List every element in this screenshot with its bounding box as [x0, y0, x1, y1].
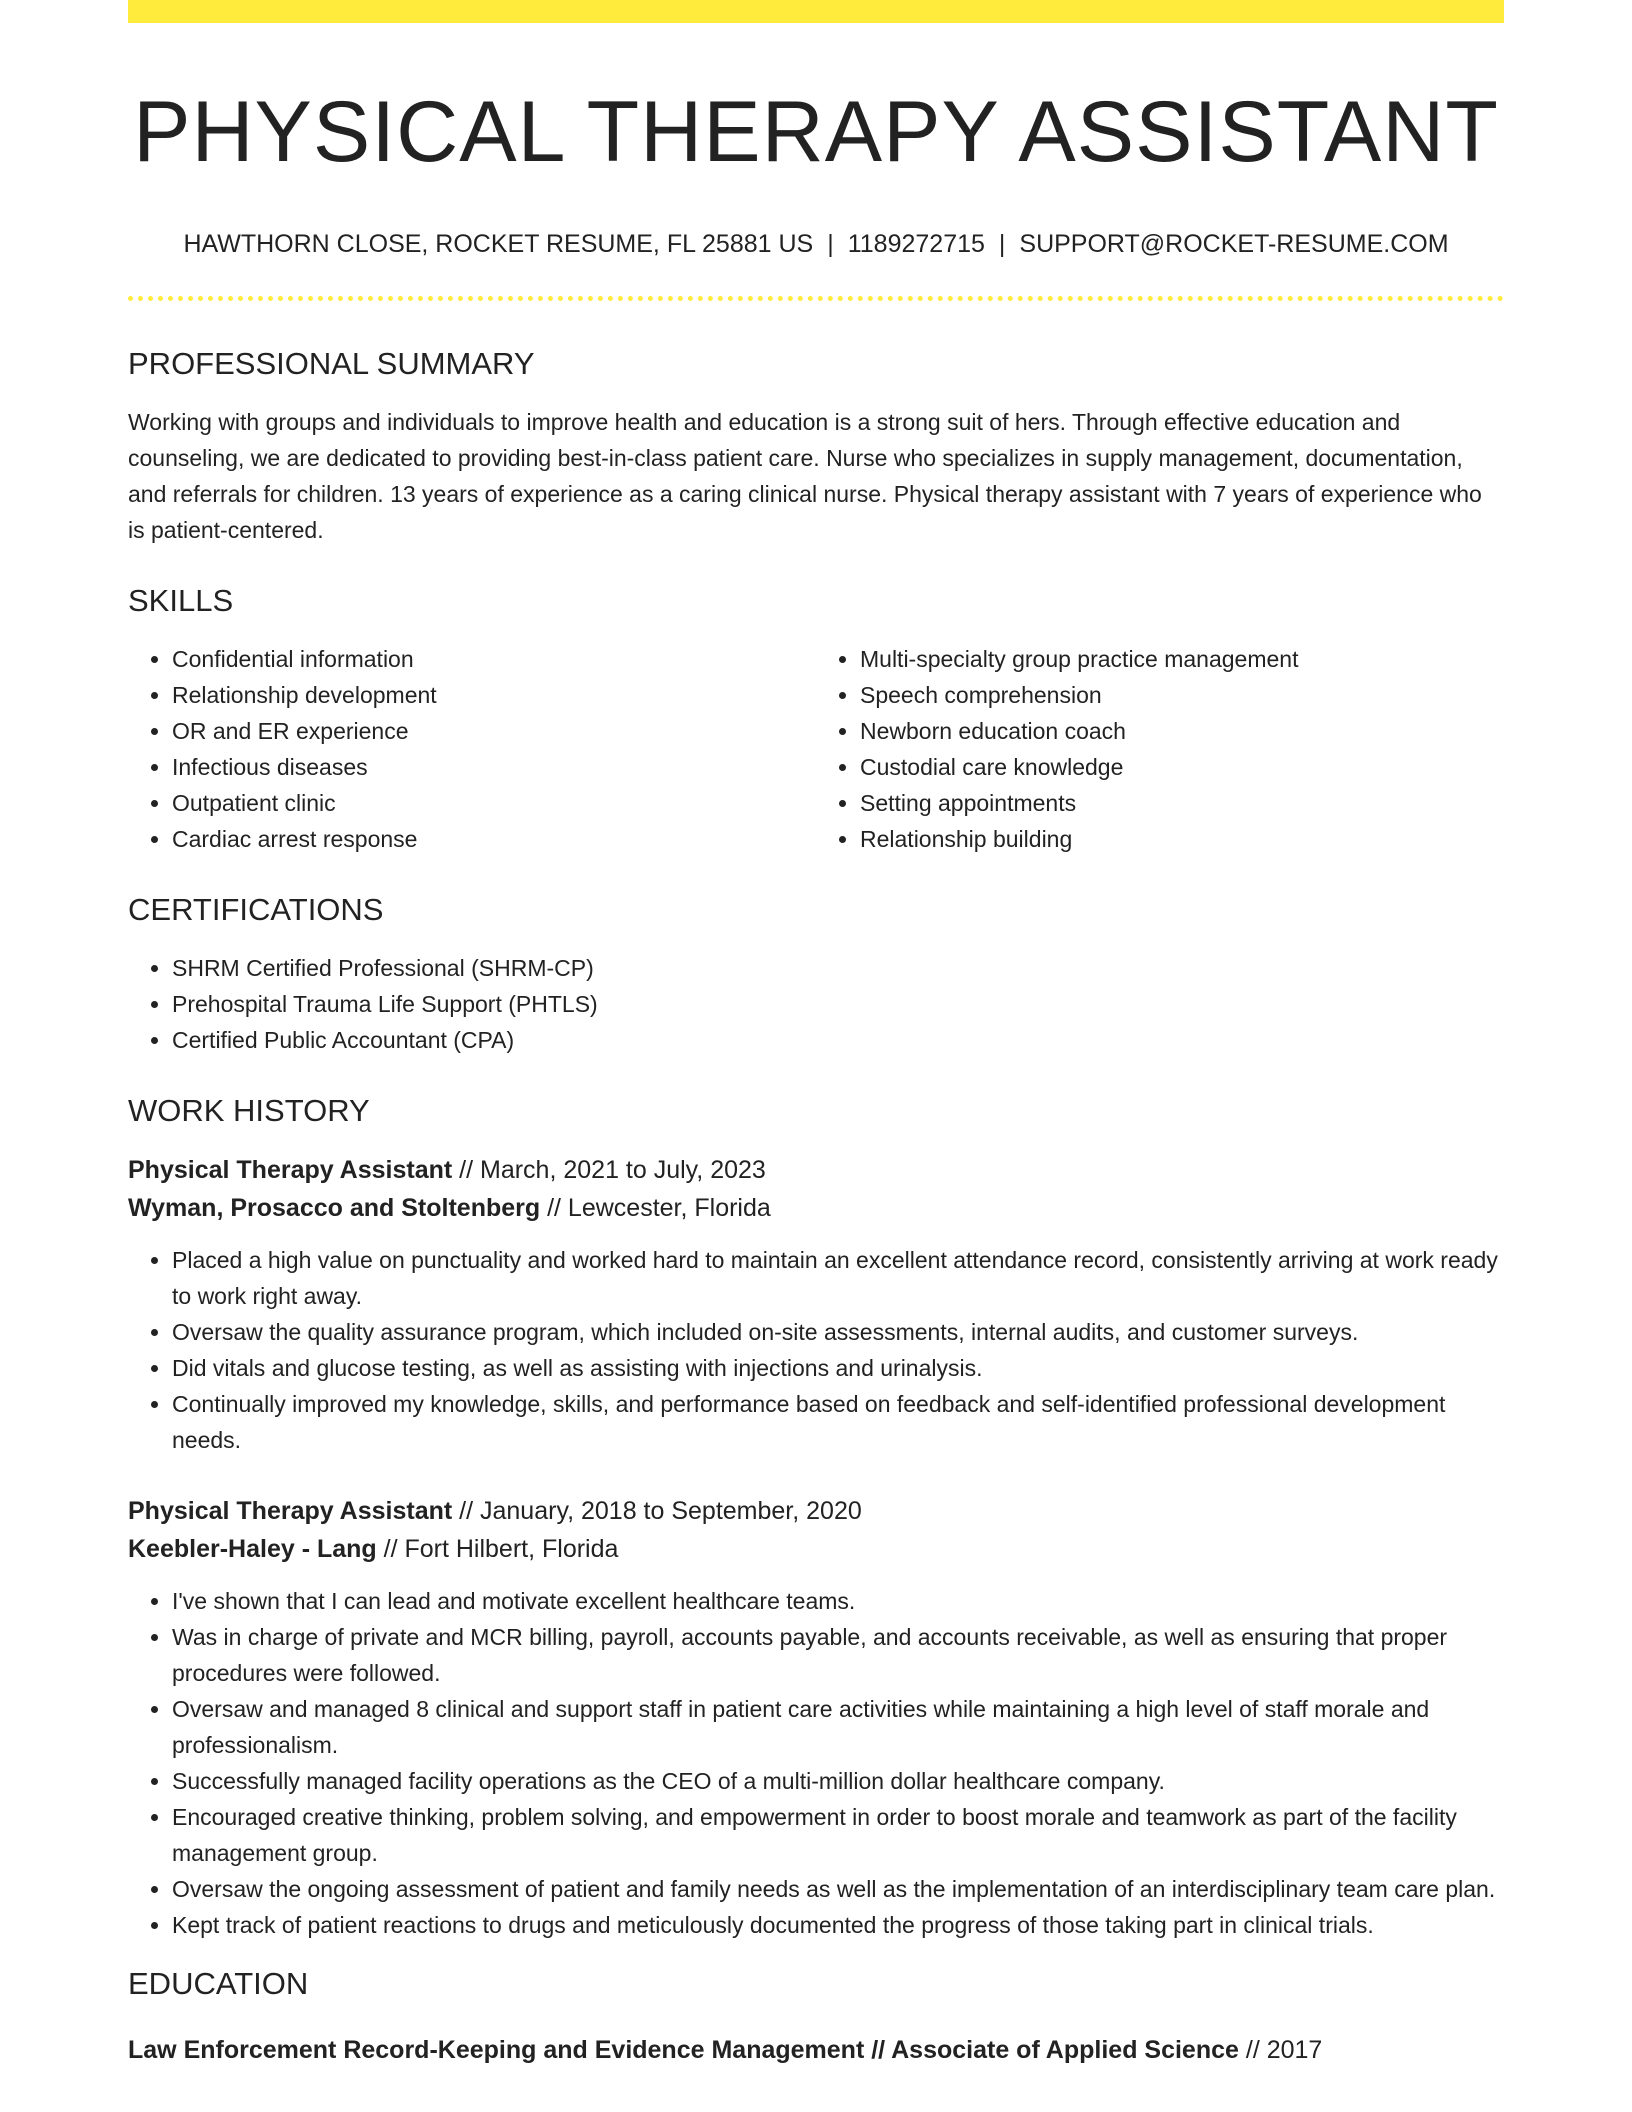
skill-item: • Relationship building	[860, 821, 1504, 857]
job-bullet: • I've shown that I can lead and motivate excellent healthcare teams.	[172, 1583, 1504, 1619]
job-company: Wyman, Prosacco and Stoltenberg	[128, 1194, 541, 1223]
certifications-list	[128, 950, 1504, 1058]
resume-page	[128, 0, 1504, 2069]
skill-item: • Setting appointments	[860, 785, 1504, 821]
job-role: Physical Therapy Assistant	[128, 1156, 453, 1185]
job-bullet: • Continually improved my knowledge, skills, and performance based on feedback and self-identified professional development needs.	[172, 1386, 1504, 1458]
contact-separator: |	[998, 229, 1006, 258]
contact-email: SUPPORT@ROCKET-RESUME.COM	[1019, 229, 1449, 258]
skill-item: • Speech comprehension	[860, 677, 1504, 713]
skills-list-right	[816, 641, 1504, 857]
dotted-divider	[128, 296, 1504, 301]
skills-heading: SKILLS	[128, 582, 234, 618]
job-dates: // March, 2021 to July, 2023	[452, 1156, 766, 1185]
job-role: Physical Therapy Assistant	[128, 1497, 453, 1526]
skills-list-left	[128, 641, 816, 857]
job-title-line	[128, 1151, 1504, 1189]
job-bullet: • Placed a high value on punctuality and worked hard to maintain an excellent attendance record, consistently arriving at work ready to work right away.	[172, 1242, 1504, 1314]
certification-item: • SHRM Certified Professional (SHRM-CP)	[172, 950, 1504, 986]
job-bullet: • Did vitals and glucose testing, as well as assisting with injections and urinalysis.	[172, 1350, 1504, 1386]
contact-line	[128, 230, 1504, 259]
skill-item: • Cardiac arrest response	[172, 821, 816, 857]
skill-item: • Newborn education coach	[860, 713, 1504, 749]
job-bullet: • Successfully managed facility operations as the CEO of a multi-million dollar healthcare company.	[172, 1763, 1504, 1799]
summary-heading: PROFESSIONAL SUMMARY	[128, 345, 535, 381]
certification-item: • Certified Public Accountant (CPA)	[172, 1022, 1504, 1058]
job-bullets	[128, 1583, 1504, 1943]
skill-item: • Confidential information	[172, 641, 816, 677]
top-accent-bar	[128, 0, 1504, 23]
job-bullet: • Was in charge of private and MCR billing, payroll, accounts payable, and accounts receivable, as well as ensuring that proper procedures were followed.	[172, 1619, 1504, 1691]
job-location: // Lewcester, Florida	[540, 1194, 771, 1223]
job-bullet: • Oversaw the ongoing assessment of patient and family needs as well as the implementation of an interdisciplinary team care plan.	[172, 1871, 1504, 1907]
skill-item: • Outpatient clinic	[172, 785, 816, 821]
contact-phone: 1189272715	[847, 229, 985, 258]
job-dates: // January, 2018 to September, 2020	[452, 1497, 862, 1526]
skill-item: • OR and ER experience	[172, 713, 816, 749]
resume-name: PHYSICAL THERAPY ASSISTANT	[133, 84, 1499, 180]
contact-address: HAWTHORN CLOSE, ROCKET RESUME, FL 25881 US	[183, 229, 814, 258]
education-degree: Law Enforcement Record-Keeping and Evidence Management // Associate of Applied Science	[128, 2035, 1239, 2064]
skill-item: • Relationship development	[172, 677, 816, 713]
skill-item: • Multi-specialty group practice management	[860, 641, 1504, 677]
job-company-line	[128, 1189, 1504, 1227]
education-year: // 2017	[1238, 2035, 1323, 2064]
job-bullets	[128, 1242, 1504, 1458]
job-bullet: • Oversaw and managed 8 clinical and support staff in patient care activities while maintaining a high level of staff morale and professionalism.	[172, 1691, 1504, 1763]
job-company: Keebler-Haley - Lang	[128, 1535, 377, 1564]
skill-item: • Infectious diseases	[172, 749, 816, 785]
job-company-line	[128, 1530, 1504, 1568]
certification-item: • Prehospital Trauma Life Support (PHTLS)	[172, 986, 1504, 1022]
job-title-line	[128, 1492, 1504, 1530]
skill-item: • Custodial care knowledge	[860, 749, 1504, 785]
work-history-heading: WORK HISTORY	[128, 1093, 370, 1129]
contact-separator: |	[827, 229, 834, 258]
education-entry	[128, 2031, 1504, 2069]
job-bullet: • Oversaw the quality assurance program, which included on-site assessments, internal audits, and customer surveys.	[172, 1314, 1504, 1350]
education-heading: EDUCATION	[128, 1966, 309, 2002]
skills-columns	[128, 641, 1504, 857]
job-bullet: • Kept track of patient reactions to drugs and meticulously documented the progress of those taking part in clinical trials.	[172, 1907, 1504, 1943]
job-location: // Fort Hilbert, Florida	[376, 1535, 619, 1564]
certifications-heading: CERTIFICATIONS	[128, 891, 384, 927]
job-entry	[128, 1151, 1504, 1458]
job-bullet: • Encouraged creative thinking, problem solving, and empowerment in order to boost morale and teamwork as part of the facility management group.	[172, 1799, 1504, 1871]
job-entry	[128, 1492, 1504, 1943]
summary-text: Working with groups and individuals to improve health and education is a strong suit of hers. Through effective education and counseling, we are dedicated to providing best-in-class patient care. Nurse who specializes in supply management, documentation, and referrals for children. 13 years of experience as a caring clinical nurse. Physical therapy assistant with 7 years of experience who is patient-centered.	[128, 408, 1482, 543]
